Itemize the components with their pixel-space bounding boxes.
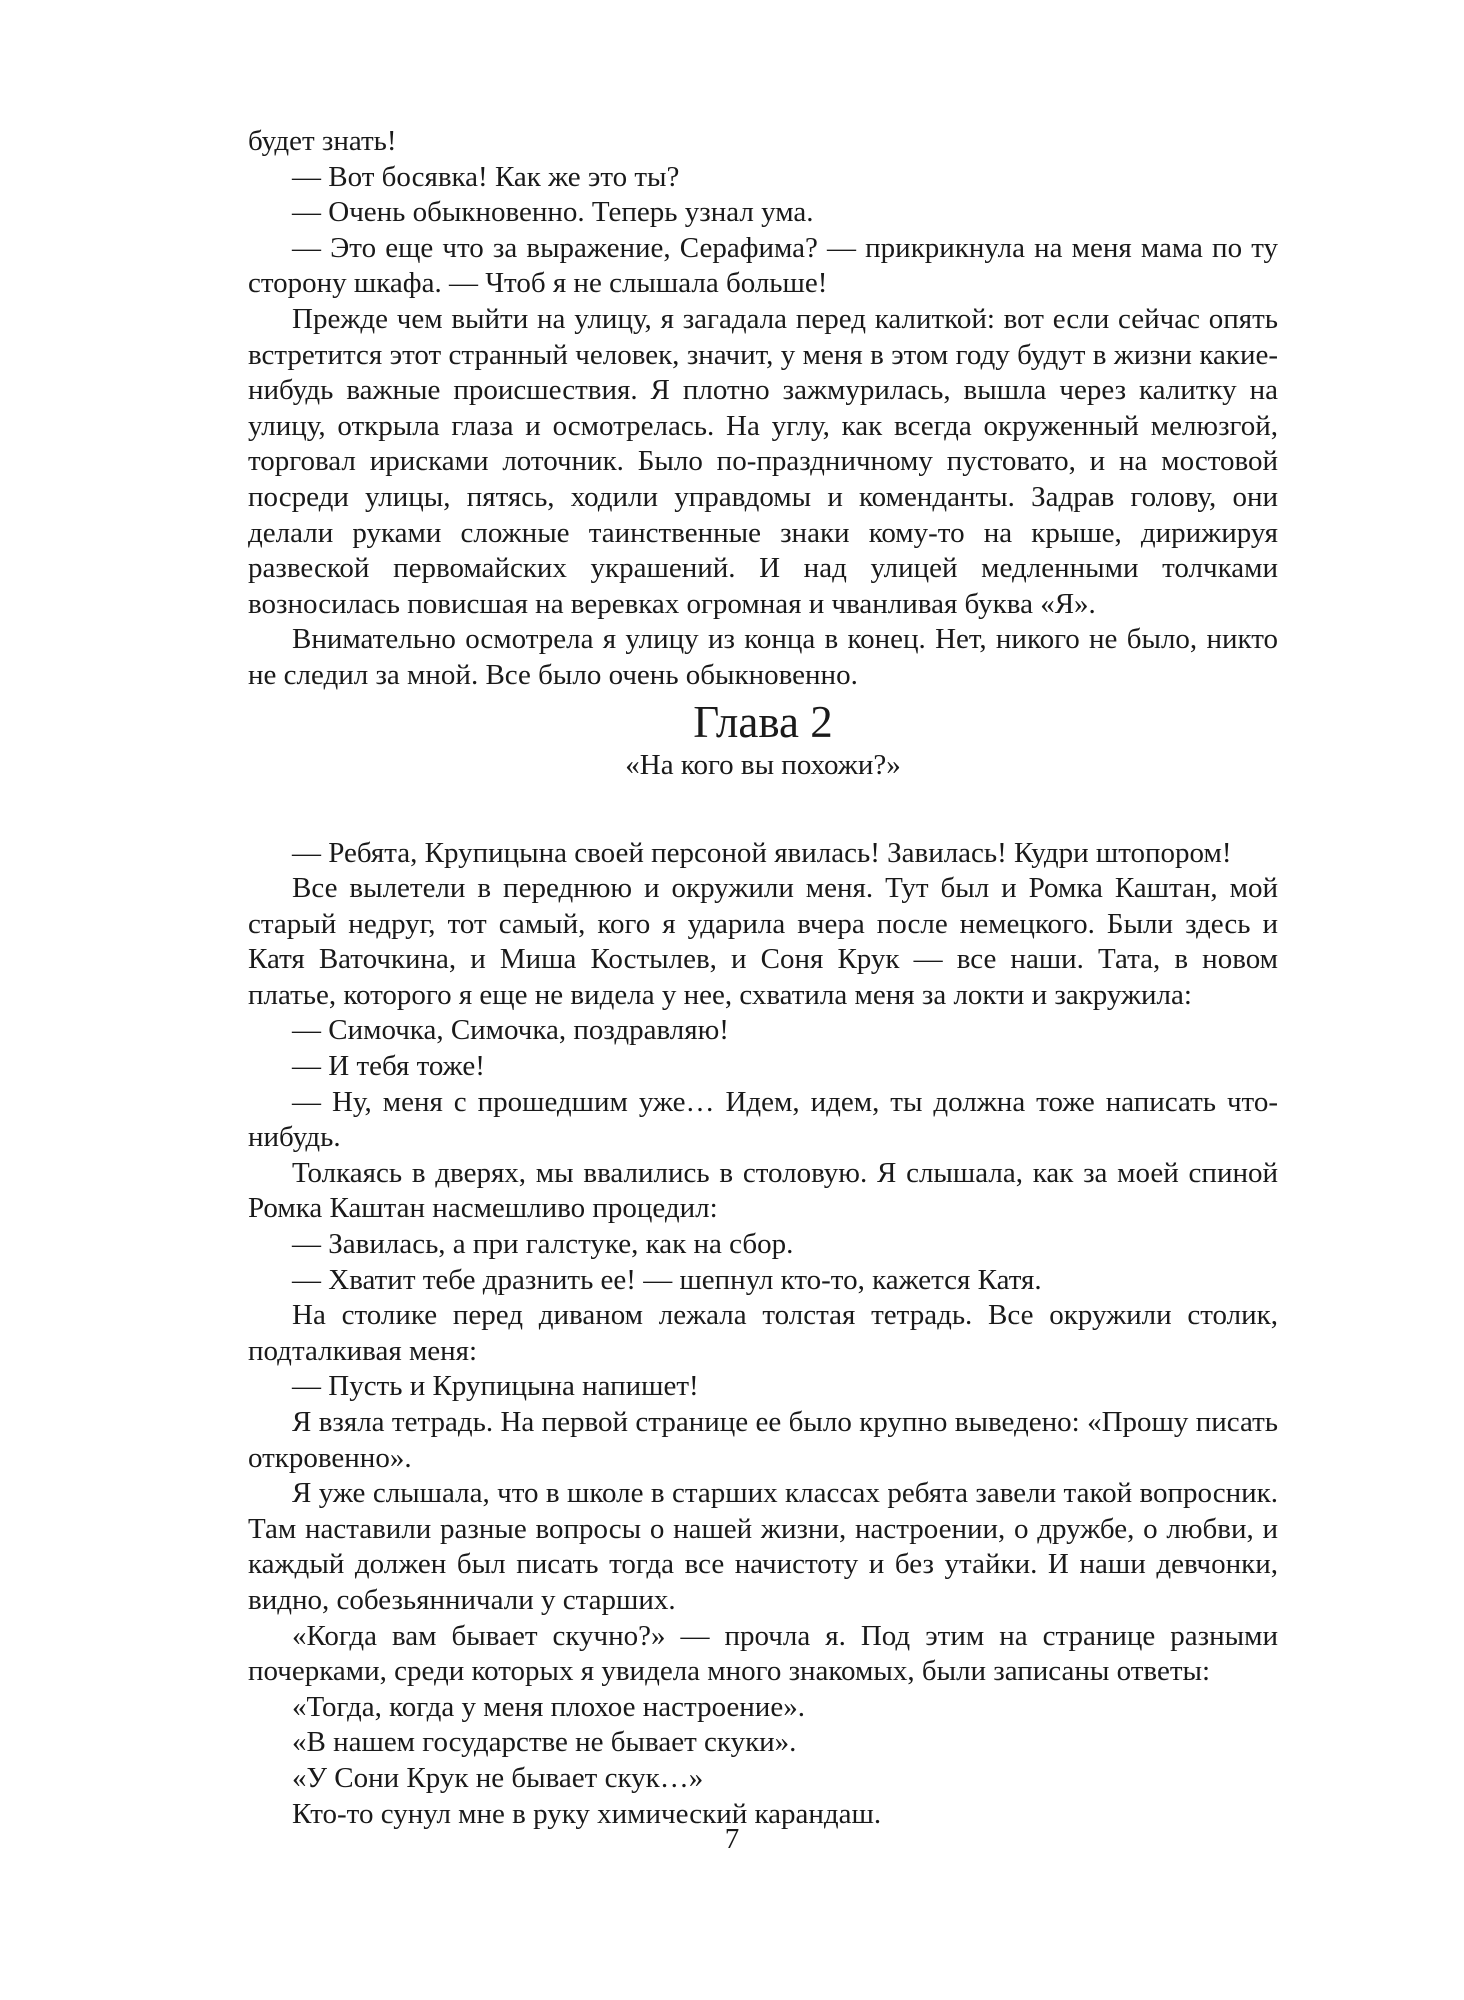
- paragraph: Я уже слышала, что в школе в старших классах ребята завели такой вопросник. Там наставили разные вопросы о нашей жизни, настроении, о дружбе, о любви, и каждый должен был писать тогда все начистоту и без утайки. И наши девчонки, видно, собезьянничали у старших.: [248, 1477, 1278, 1616]
- paragraph: «Когда вам бывает скучно?» — прочла я. Под этим на странице разными почерками, среди которых я увидела много знакомых, были записаны ответы:: [248, 1619, 1278, 1688]
- text-block-chapter-body: [248, 836, 1278, 1833]
- paragraph: — Ребята, Крупицына своей персоной явилась! Завилась! Кудри штопором!: [292, 836, 1232, 869]
- paragraph: — Хватит тебе дразнить ее! — шепнул кто-то, кажется Катя.: [292, 1263, 1042, 1296]
- paragraph: «В нашем государстве не бывает скуки».: [292, 1726, 797, 1759]
- paragraph: — Завилась, а при галстуке, как на сбор.: [292, 1228, 794, 1261]
- paragraph: — Ну, меня с прошедшим уже… Идем, идем, ты должна тоже написать что-нибудь.: [248, 1085, 1278, 1154]
- paragraph: Прежде чем выйти на улицу, я загадала перед калиткой: вот если сейчас опять встретится этот странный человек, значит, у меня в этом году будут в жизни какие-нибудь важные происшествия. Я плотно зажмурилась, вышла через калитку на улицу, открыла глаза и осмотрелась. На углу, как всегда окруженный мелюзгой, торговал ирисками лоточник. Было по-праздничному пустовато, и на мостовой посреди улицы, пятясь, ходили управдомы и коменданты. Задрав голову, они делали руками сложные таинственные знаки кому-то на крыше, дирижируя развеской первомайских украшений. И над улицей медленными толчками возносилась повисшая на веревках огромная и чванливая буква «Я».: [248, 302, 1278, 620]
- paragraph: Кто-то сунул мне в руку химический карандаш.: [292, 1797, 882, 1830]
- paragraph: На столике перед диваном лежала толстая тетрадь. Все окружили столик, подталкивая меня:: [248, 1299, 1278, 1367]
- text-block-before-chapter: [248, 124, 1278, 694]
- paragraph: Я взяла тетрадь. На первой странице ее было крупно выведено: «Прошу писать откровенно».: [248, 1406, 1278, 1474]
- paragraph: будет знать!: [248, 125, 397, 157]
- paragraph: «Тогда, когда у меня плохое настроение».: [292, 1690, 805, 1723]
- paragraph: — Очень обыкновенно. Теперь узнал ума.: [292, 196, 814, 229]
- page-number: 7: [724, 1823, 740, 1855]
- paragraph: — Это еще что за выражение, Серафима? — прикрикнула на меня мама по ту сторону шкафа. — Чтоб я не слышала больше!: [248, 231, 1278, 300]
- page-body: [248, 124, 1278, 1832]
- chapter-subtitle: «На кого вы похожи?»: [625, 748, 901, 781]
- paragraph: — Вот босявка! Как же это ты?: [292, 160, 680, 193]
- paragraph: — Пусть и Крупицына напишет!: [292, 1370, 699, 1403]
- paragraph: «У Сони Крук не бывает скук…»: [292, 1761, 704, 1794]
- paragraph: Внимательно осмотрела я улицу из конца в конец. Нет, никого не было, никто не следил за мной. Все было очень обыкновенно.: [248, 623, 1278, 691]
- paragraph: — И тебя тоже!: [292, 1050, 485, 1083]
- chapter-title: Глава 2: [693, 696, 833, 747]
- paragraph: — Симочка, Симочка, поздравляю!: [292, 1014, 729, 1047]
- paragraph: Все вылетели в переднюю и окружили меня. Тут был и Ромка Каштан, мой старый недруг, тот самый, кого я ударила вчера после немецкого. Были здесь и Катя Ваточкина, и Миша Костылев, и Соня Крук — все наши. Тата, в новом платье, которого я еще не видела у нее, схватила меня за локти и закружила:: [248, 872, 1278, 1011]
- paragraph: Толкаясь в дверях, мы ввалились в столовую. Я слышала, как за моей спиной Ромка Каштан насмешливо процедил:: [248, 1156, 1278, 1225]
